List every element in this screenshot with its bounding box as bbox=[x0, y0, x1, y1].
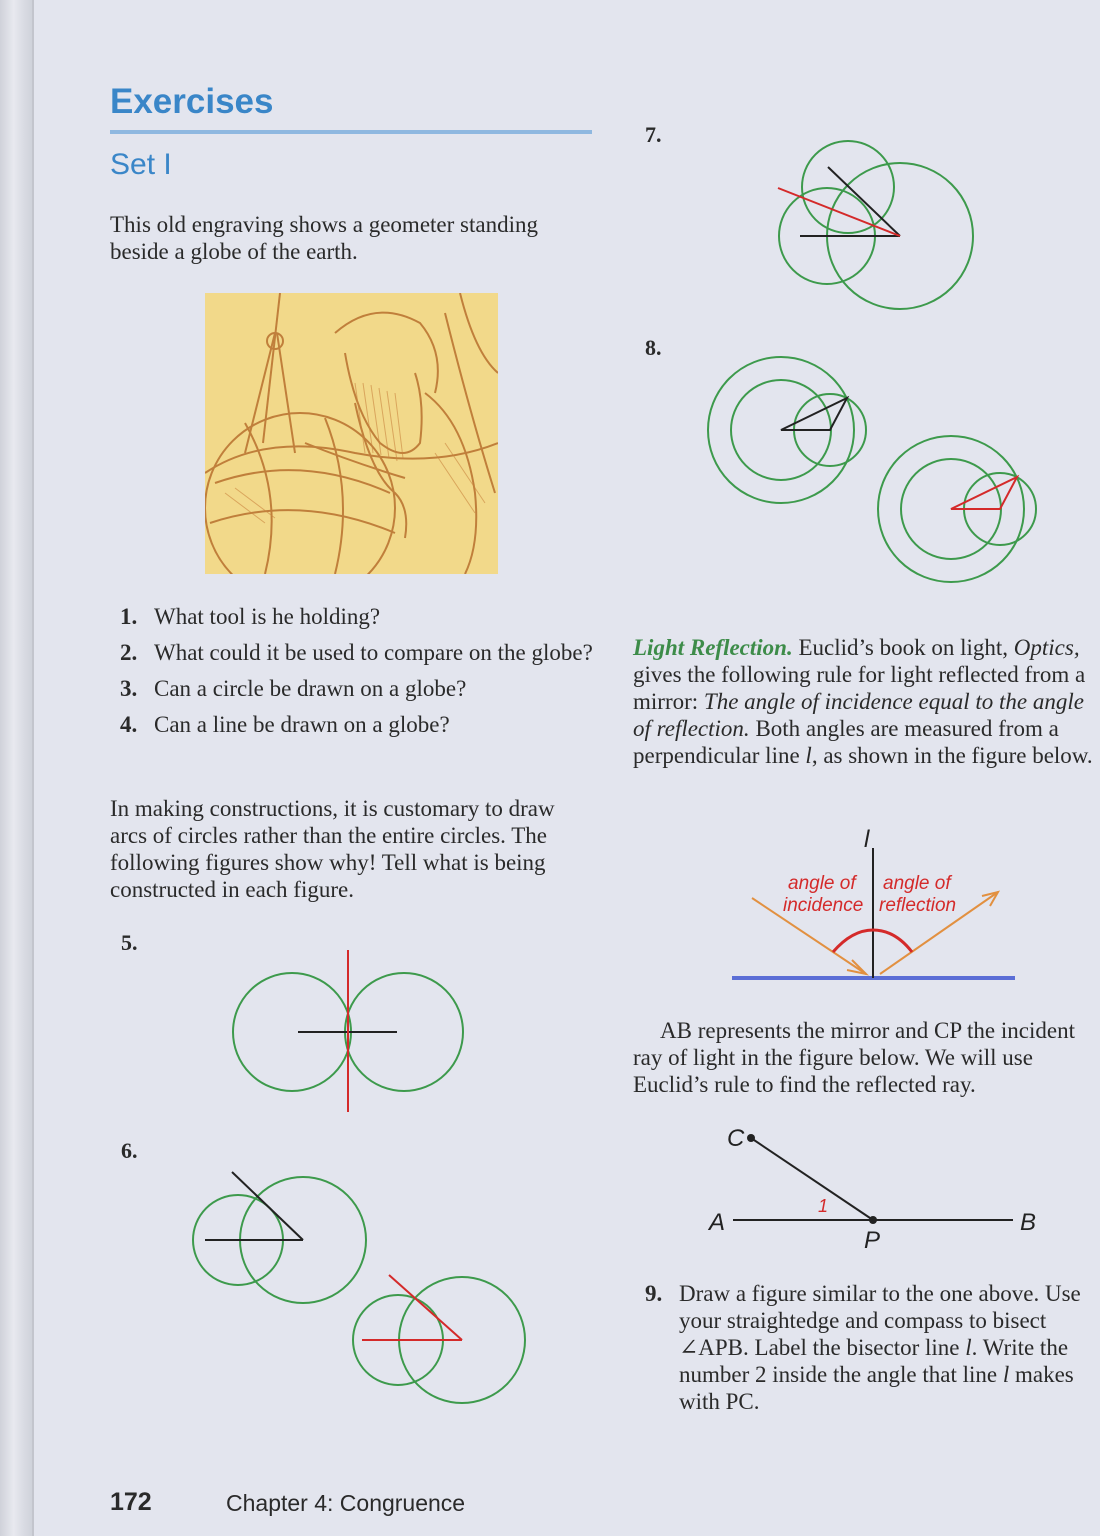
angle-1-label: 1 bbox=[818, 1196, 829, 1216]
intro-paragraph: This old engraving shows a geometer standing beside a globe of the earth. bbox=[110, 212, 538, 264]
figure-8-triangle-copy bbox=[708, 357, 1036, 582]
figure-number-8: 8. bbox=[645, 335, 662, 360]
figure-number-6: 6. bbox=[121, 1138, 138, 1163]
question-4: 4. Can a line be drawn on a globe? bbox=[120, 712, 450, 737]
light-reflection-figure bbox=[732, 848, 1015, 978]
perpendicular-label: l bbox=[864, 826, 870, 853]
figure-number-5: 5. bbox=[121, 930, 138, 955]
mirror-ray-figure bbox=[733, 1134, 1013, 1224]
question-3: 3. Can a circle be drawn on a globe? bbox=[120, 676, 467, 701]
figure-7-angle-bisector bbox=[778, 141, 973, 309]
light-reflection-labels bbox=[783, 826, 956, 916]
figure-number-7: 7. bbox=[645, 122, 662, 147]
incidence-label-line1: angle of bbox=[788, 873, 856, 894]
page-number: 172 bbox=[110, 1488, 152, 1516]
mirror-paragraph: AB represents the mirror and CP the incident ray of light in the figure below. We will use Euclid’s rule to find the reflected ray. bbox=[633, 1018, 1075, 1097]
chapter-footer: Chapter 4: Congruence bbox=[226, 1490, 466, 1516]
point-a-label: A bbox=[709, 1209, 726, 1236]
incidence-label-line2: incidence bbox=[783, 895, 864, 916]
figure-6-angle-constructions bbox=[193, 1172, 525, 1403]
reflection-label-line2: reflection bbox=[879, 895, 957, 916]
reflection-label-line1: angle of bbox=[883, 873, 951, 894]
question-1: 1. What tool is he holding? bbox=[120, 604, 381, 629]
light-reflection-paragraph: Light Reflection. Euclid’s book on light, Optics, gives the following rule for light reflected from a mirror: The angle of incidence equal to the angle of reflection. Both angles are measured from a perpendicular line l, as shown in the figure below. bbox=[633, 635, 1093, 768]
mirror-ray-labels bbox=[707, 1125, 1036, 1254]
point-p-label: P bbox=[864, 1227, 881, 1254]
point-b-label: B bbox=[1020, 1209, 1037, 1236]
constructions-paragraph: In making constructions, it is customary to draw arcs of circles rather than the entire circles. The following figures show why! Tell what is being constructed in each figure. bbox=[110, 796, 555, 902]
figure-5-perpendicular-bisector bbox=[233, 950, 463, 1112]
question-9: 9. Draw a figure similar to the one above. Use your straightedge and compass to bisect ∠APB. Label the bisector line l. Write the number 2 inside the angle that line l makes with PC. bbox=[645, 1281, 1081, 1414]
point-c-label: C bbox=[727, 1125, 745, 1152]
question-2: 2. What could it be used to compare on the globe? bbox=[120, 640, 593, 665]
set-title: Set I bbox=[110, 148, 172, 181]
section-heading: Exercises bbox=[110, 82, 274, 121]
